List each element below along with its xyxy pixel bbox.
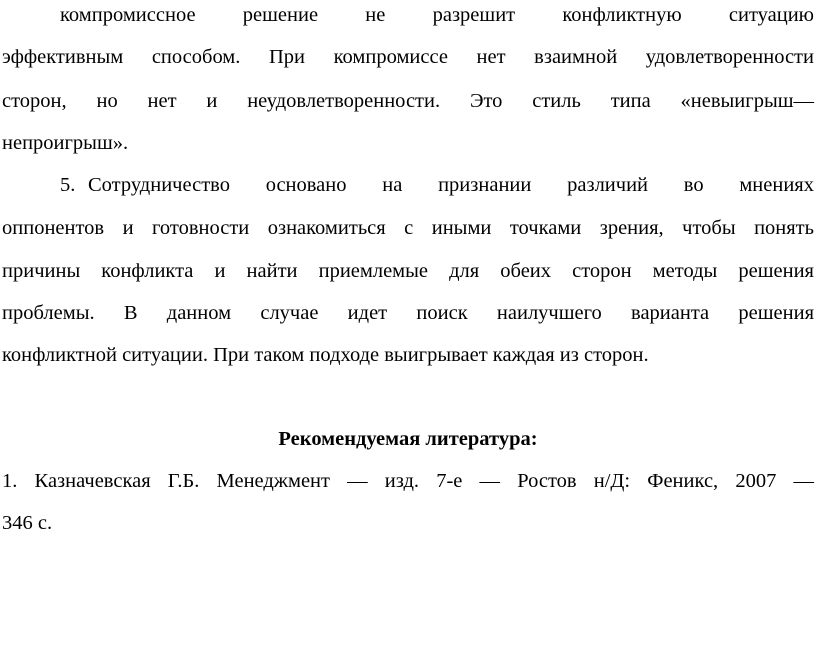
- text-line: 346 с.: [2, 512, 53, 534]
- text-line: оппонентов и готовности ознакомиться с иными точками зрения, чтобы понять: [2, 217, 814, 239]
- text-line: причины конфликта и найти приемлемые для обеих сторон методы решения: [2, 260, 814, 282]
- text-line: непроигрыш».: [2, 132, 129, 154]
- text-line: конфликтной ситуации. При таком подходе выигрывает каждая из сторон.: [2, 344, 649, 366]
- literature-heading: Рекомендуемая литература:: [278, 428, 538, 450]
- text-line: эффективным способом. При компромиссе нет взаимной удовлетворенности: [2, 46, 814, 68]
- text-line: 1. Казначевская Г.Б. Менеджмент — изд. 7-е — Ростов н/Д: Феникс, 2007 —: [2, 470, 814, 492]
- text-line: сторон, но нет и неудовлетворенности. Это стиль типа «невыигрыш—: [2, 90, 814, 112]
- text-line: компромиссное решение не разрешит конфликтную ситуацию: [60, 4, 814, 26]
- list-number: 5.: [60, 174, 76, 196]
- text-line: Сотрудничество основано на признании различий во мнениях: [88, 174, 814, 196]
- text-line: проблемы. В данном случае идет поиск наилучшего варианта решения: [2, 302, 814, 324]
